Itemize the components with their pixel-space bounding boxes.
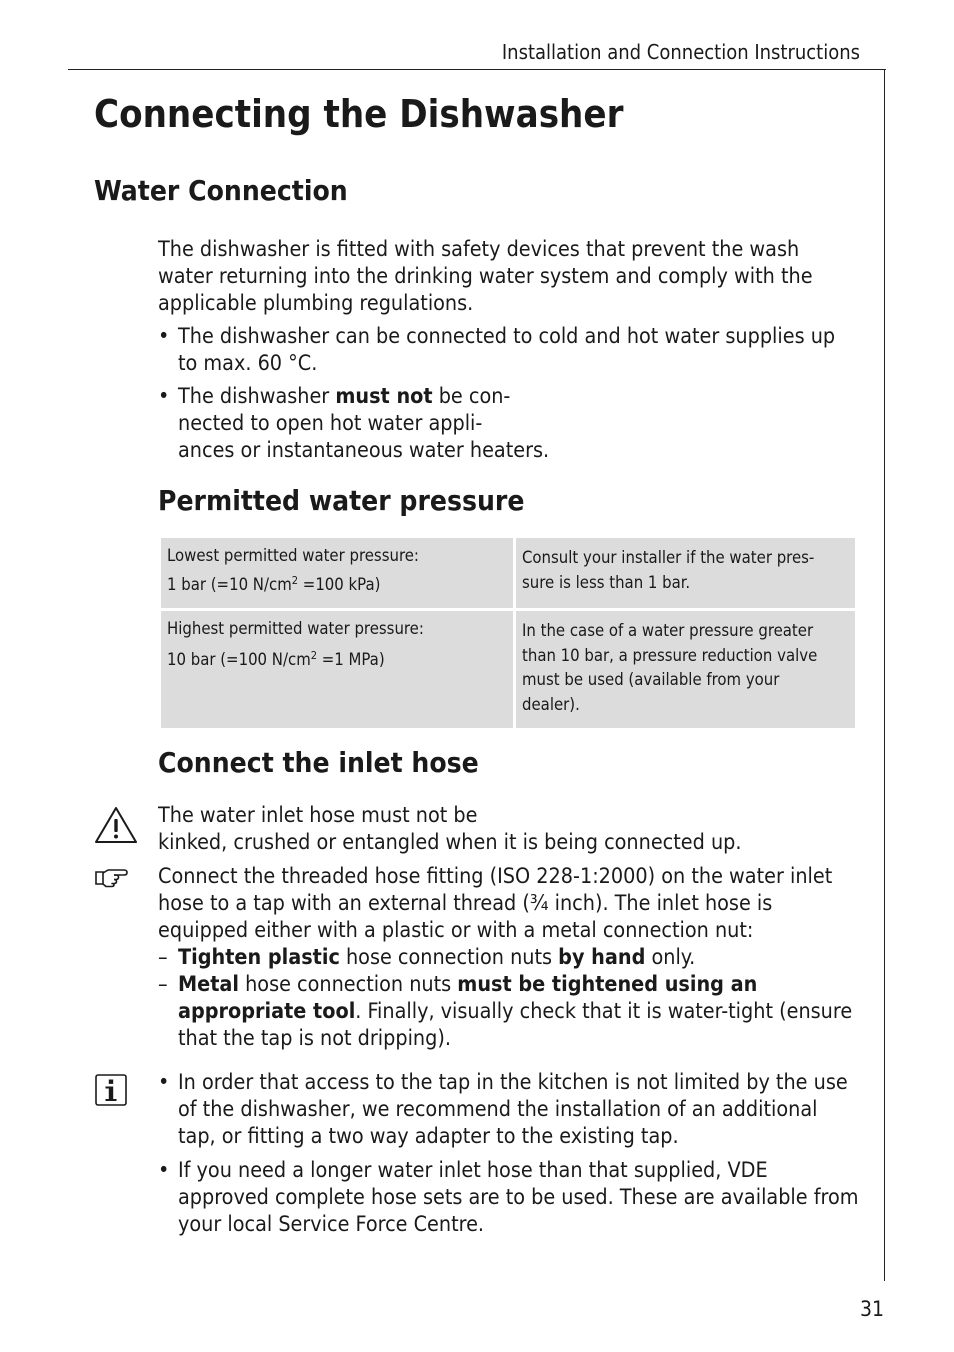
- page-number: 31: [859, 1297, 884, 1321]
- section-heading-water-pressure: Permitted water pressure: [158, 484, 525, 517]
- dash-item-plastic-nuts: – Tighten plastic hose connection nuts by hand only.: [158, 945, 696, 970]
- margin-rule: [884, 69, 885, 1281]
- emphasis-must-not: must not: [335, 384, 433, 409]
- bullet-marker: •: [158, 1158, 170, 1183]
- info-bullet-longer-hose: • If you need a longer water inlet hose than that supplied, VDE approved complete hose sets are to be used. These are available from your local Service Force Centre.: [158, 1158, 859, 1237]
- bullet-temperature: • The dishwasher can be connected to cold and hot water supplies up to max. 60 °C.: [158, 324, 836, 376]
- table-row: [160, 610, 857, 730]
- page-title: Connecting the Dishwasher: [94, 92, 624, 136]
- info-icon: [95, 1074, 127, 1106]
- running-head: Installation and Connection Instructions: [501, 40, 860, 64]
- intro-paragraph: The dishwasher is fitted with safety devices that prevent the wash water returning into the drinking water system and comply with the applicable plumbing regulations.: [158, 237, 813, 316]
- bullet-marker: •: [158, 324, 170, 349]
- pressure-note-cell: In the case of a water pressure greater than 10 bar, a pressure reduction valve must be used (available from your dealer).: [515, 610, 857, 730]
- section-heading-inlet-hose: Connect the inlet hose: [158, 746, 479, 779]
- pressure-label-cell: Highest permitted water pressure: 10 bar (=100 $N/cm^2 =1$ MPa): [160, 610, 515, 730]
- warning-triangle-icon: [94, 806, 138, 844]
- table-row: [160, 537, 857, 610]
- dash-item-metal-nuts: – Metal hose connection nuts must be tightened using an appropriate tool. Finally, visually check that it is water-tight (ensure that the tap is not dripping).: [158, 972, 853, 1051]
- section-heading-water-connection: Water Connection: [94, 174, 348, 207]
- pressure-label-cell: Lowest permitted water pressure: 1 bar (=10 $N/cm^2 =100$ kPa): [160, 537, 515, 610]
- pointing-hand-icon: [94, 864, 128, 888]
- info-bullet-additional-tap: • In order that access to the tap in the kitchen is not limited by the use of the dishwasher, we recommend the installation of an additional tap, or fitting a two way adapter to the existing tap.: [158, 1070, 848, 1149]
- header-rule: [68, 69, 886, 70]
- pressure-note-cell: Consult your installer if the water pres- sure is less than 1 bar.: [515, 537, 857, 610]
- warning-text: The water inlet hose must not be kinked, crushed or entangled when it is being connected up.: [158, 803, 742, 855]
- dash-marker: –: [158, 972, 168, 997]
- bullet-marker: •: [158, 1070, 170, 1095]
- connection-instructions: Connect the threaded hose fitting (ISO 228-1:2000) on the water inlet hose to a tap with an external thread (¾ inch). The inlet hose is equipped either with a plastic or with a metal connection nut: – Tighten plastic hose connection nuts by hand only. – Metal hose connection nuts must be tightened using an appropriate tool. Finally, visually check that it is water-tight (ensure that the tap is not dripping).: [158, 863, 858, 1052]
- pressure-table: [158, 535, 858, 731]
- dash-marker: –: [158, 945, 168, 970]
- bullet-must-not: • The dishwasher must not be con- nected to open hot water appli- ances or instantaneous water heaters.: [158, 384, 550, 463]
- bullet-marker: •: [158, 384, 170, 409]
